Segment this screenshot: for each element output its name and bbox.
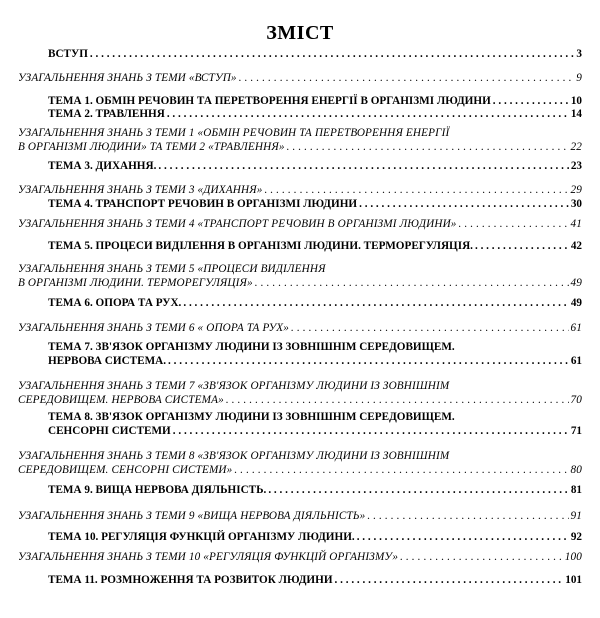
toc-entry-text: НЕРВОВА СИСТЕМА. [48,355,167,367]
toc-page-number: 70 [570,394,582,406]
toc-page-number: 29 [570,184,582,196]
toc-entry-text: ТЕМА 3. ДИХАННЯ. [48,160,157,172]
toc-entry-text: УЗАГАЛЬНЕННЯ ЗНАНЬ З ТЕМИ «ВСТУП» [18,72,237,84]
dot-leader [158,159,568,173]
toc-summary-entry [18,379,582,407]
toc-entry-text: СЕРЕДОВИЩЕМ. НЕРВОВА СИСТЕМА» [18,394,224,406]
toc-entry-text: В ОРГАНІЗМІ ЛЮДИНИ. ТЕРМОРЕГУЛЯЦІЯ» [18,277,253,289]
toc-entry-text: ТЕМА 7. ЗВ'ЯЗОК ОРГАНІЗМУ ЛЮДИНИ ІЗ ЗОВНІШНІМ СЕРЕДОВИЩЕМ. [48,341,455,353]
toc-summary-entry [18,449,582,477]
toc-summary-entry [18,550,582,564]
toc-page-number: 42 [570,240,582,252]
toc-page-number: 100 [564,551,582,563]
toc-topic-entry [48,573,582,587]
dot-leader [400,550,563,564]
toc-page-number: 10 [570,95,582,107]
toc-entry-text: УЗАГАЛЬНЕННЯ ЗНАНЬ З ТЕМИ 7 «ЗВ'ЯЗОК ОРГАНІЗМУ ЛЮДИНИ ІЗ ЗОВНІШНІМ [18,380,450,392]
toc-page-number: 81 [570,484,582,496]
dot-leader [335,573,564,587]
toc-topic-entry [48,47,582,61]
toc-entry-text: УЗАГАЛЬНЕННЯ ЗНАНЬ З ТЕМИ 8 «ЗВ'ЯЗОК ОРГАНІЗМУ ЛЮДИНИ ІЗ ЗОВНІШНІМ [18,450,450,462]
toc-summary-entry [18,217,582,231]
dot-leader [359,197,569,211]
dot-leader [255,276,569,290]
toc-page-number: 14 [570,108,582,120]
toc-page-number: 71 [570,425,582,437]
toc-topic-entry [48,239,582,253]
toc-entry-text: УЗАГАЛЬНЕННЯ ЗНАНЬ З ТЕМИ 10 «РЕГУЛЯЦІЯ ФУНКЦІЙ ОРГАНІЗМУ» [18,551,399,563]
dot-leader [90,47,574,61]
toc-topic-entry [48,340,582,368]
toc-entry-text: В ОРГАНІЗМІ ЛЮДИНИ» ТА ТЕМИ 2 «ТРАВЛЕННЯ» [18,141,285,153]
toc-entry-text: ТЕМА 4. ТРАНСПОРТ РЕЧОВИН В ОРГАНІЗМІ ЛЮДИНИ [48,198,358,210]
dot-leader [264,183,568,197]
toc-topic-entry [48,483,582,497]
dot-leader [226,393,569,407]
dot-leader [239,71,575,85]
toc-entry-text: ТЕМА 1. ОБМІН РЕЧОВИН ТА ПЕРЕТВОРЕННЯ ЕНЕРГІЇ В ОРГАНІЗМІ ЛЮДИНИ [48,95,491,107]
toc-page-number: 49 [570,297,582,309]
dot-leader [459,217,569,231]
toc-page-number: 61 [570,355,582,367]
toc-entry-text: ТЕМА 8. ЗВ'ЯЗОК ОРГАНІЗМУ ЛЮДИНИ ІЗ ЗОВНІШНІМ СЕРЕДОВИЩЕМ. [48,411,455,423]
dot-leader [287,140,569,154]
dot-leader [357,530,569,544]
toc-entry-text: УЗАГАЛЬНЕННЯ ЗНАНЬ З ТЕМИ 1 «ОБМІН РЕЧОВИН ТА ПЕРЕТВОРЕННЯ ЕНЕРГІЇ [18,127,450,139]
toc-page-number: 61 [570,322,582,334]
toc-topic-entry [48,530,582,544]
dot-leader [268,483,568,497]
toc-topic-entry [48,107,582,121]
toc-entry-text: УЗАГАЛЬНЕННЯ ЗНАНЬ З ТЕМИ 9 «ВИЩА НЕРВОВА ДІЯЛЬНІСТЬ» [18,510,366,522]
dot-leader [234,463,568,477]
toc-entry-text: УЗАГАЛЬНЕННЯ ЗНАНЬ З ТЕМИ 6 « ОПОРА ТА РУХ» [18,322,290,334]
toc-page-number: 23 [570,160,582,172]
toc-page-number: 49 [570,277,582,289]
toc-page-number: 30 [570,198,582,210]
dot-leader [291,321,568,335]
toc-topic-entry [48,94,582,108]
toc-page-number: 22 [570,141,582,153]
toc-topic-entry [48,197,582,211]
toc-entry-text: ТЕМА 2. ТРАВЛЕННЯ [48,108,165,120]
toc-entry-text: СЕНСОРНІ СИСТЕМИ [48,425,171,437]
toc-entry-text: ТЕМА 9. ВИЩА НЕРВОВА ДІЯЛЬНІСТЬ. [48,484,267,496]
toc-summary-entry [18,262,582,290]
dot-leader [167,107,569,121]
toc-summary-entry [18,509,582,523]
toc-topic-entry [48,159,582,173]
toc-topic-entry [48,296,582,310]
toc-entry-text: УЗАГАЛЬНЕННЯ ЗНАНЬ З ТЕМИ 3 «ДИХАННЯ» [18,184,263,196]
toc-page-number: 101 [565,574,582,586]
toc-page-number: 3 [576,48,582,60]
toc-page-number: 91 [570,510,582,522]
toc-entry-text: ТЕМА 5. ПРОЦЕСИ ВИДІЛЕННЯ В ОРГАНІЗМІ ЛЮДИНИ. ТЕРМОРЕГУЛЯЦІЯ. [48,240,473,252]
toc-page-number: 92 [570,531,582,543]
toc-entry-text: ТЕМА 11. РОЗМНОЖЕННЯ ТА РОЗВИТОК ЛЮДИНИ [48,574,333,586]
toc-entry-text: ТЕМА 10. РЕГУЛЯЦІЯ ФУНКЦІЙ ОРГАНІЗМУ ЛЮДИНИ. [48,531,355,543]
toc-entry-text: СЕРЕДОВИЩЕМ. СЕНСОРНІ СИСТЕМИ» [18,464,233,476]
toc-entry-text: ВСТУП [48,48,88,60]
toc-topic-entry [48,410,582,438]
dot-leader [168,354,569,368]
toc-entry-text: УЗАГАЛЬНЕННЯ ЗНАНЬ З ТЕМИ 5 «ПРОЦЕСИ ВИДІЛЕННЯ [18,263,326,275]
toc-summary-entry [18,71,582,85]
toc-page-number: 41 [570,218,582,230]
page-title: ЗМІСТ [266,22,334,44]
dot-leader [183,296,568,310]
dot-leader [475,239,569,253]
toc-summary-entry [18,321,582,335]
toc-page-number: 80 [570,464,582,476]
dot-leader [173,424,569,438]
toc-summary-entry [18,126,582,154]
toc-entry-text: УЗАГАЛЬНЕННЯ ЗНАНЬ З ТЕМИ 4 «ТРАНСПОРТ РЕЧОВИН В ОРГАНІЗМІ ЛЮДИНИ» [18,218,457,230]
dot-leader [493,94,569,108]
dot-leader [367,509,568,523]
toc-entry-text: ТЕМА 6. ОПОРА ТА РУХ. [48,297,182,309]
toc-summary-entry [18,183,582,197]
toc-page-number: 9 [576,72,582,84]
